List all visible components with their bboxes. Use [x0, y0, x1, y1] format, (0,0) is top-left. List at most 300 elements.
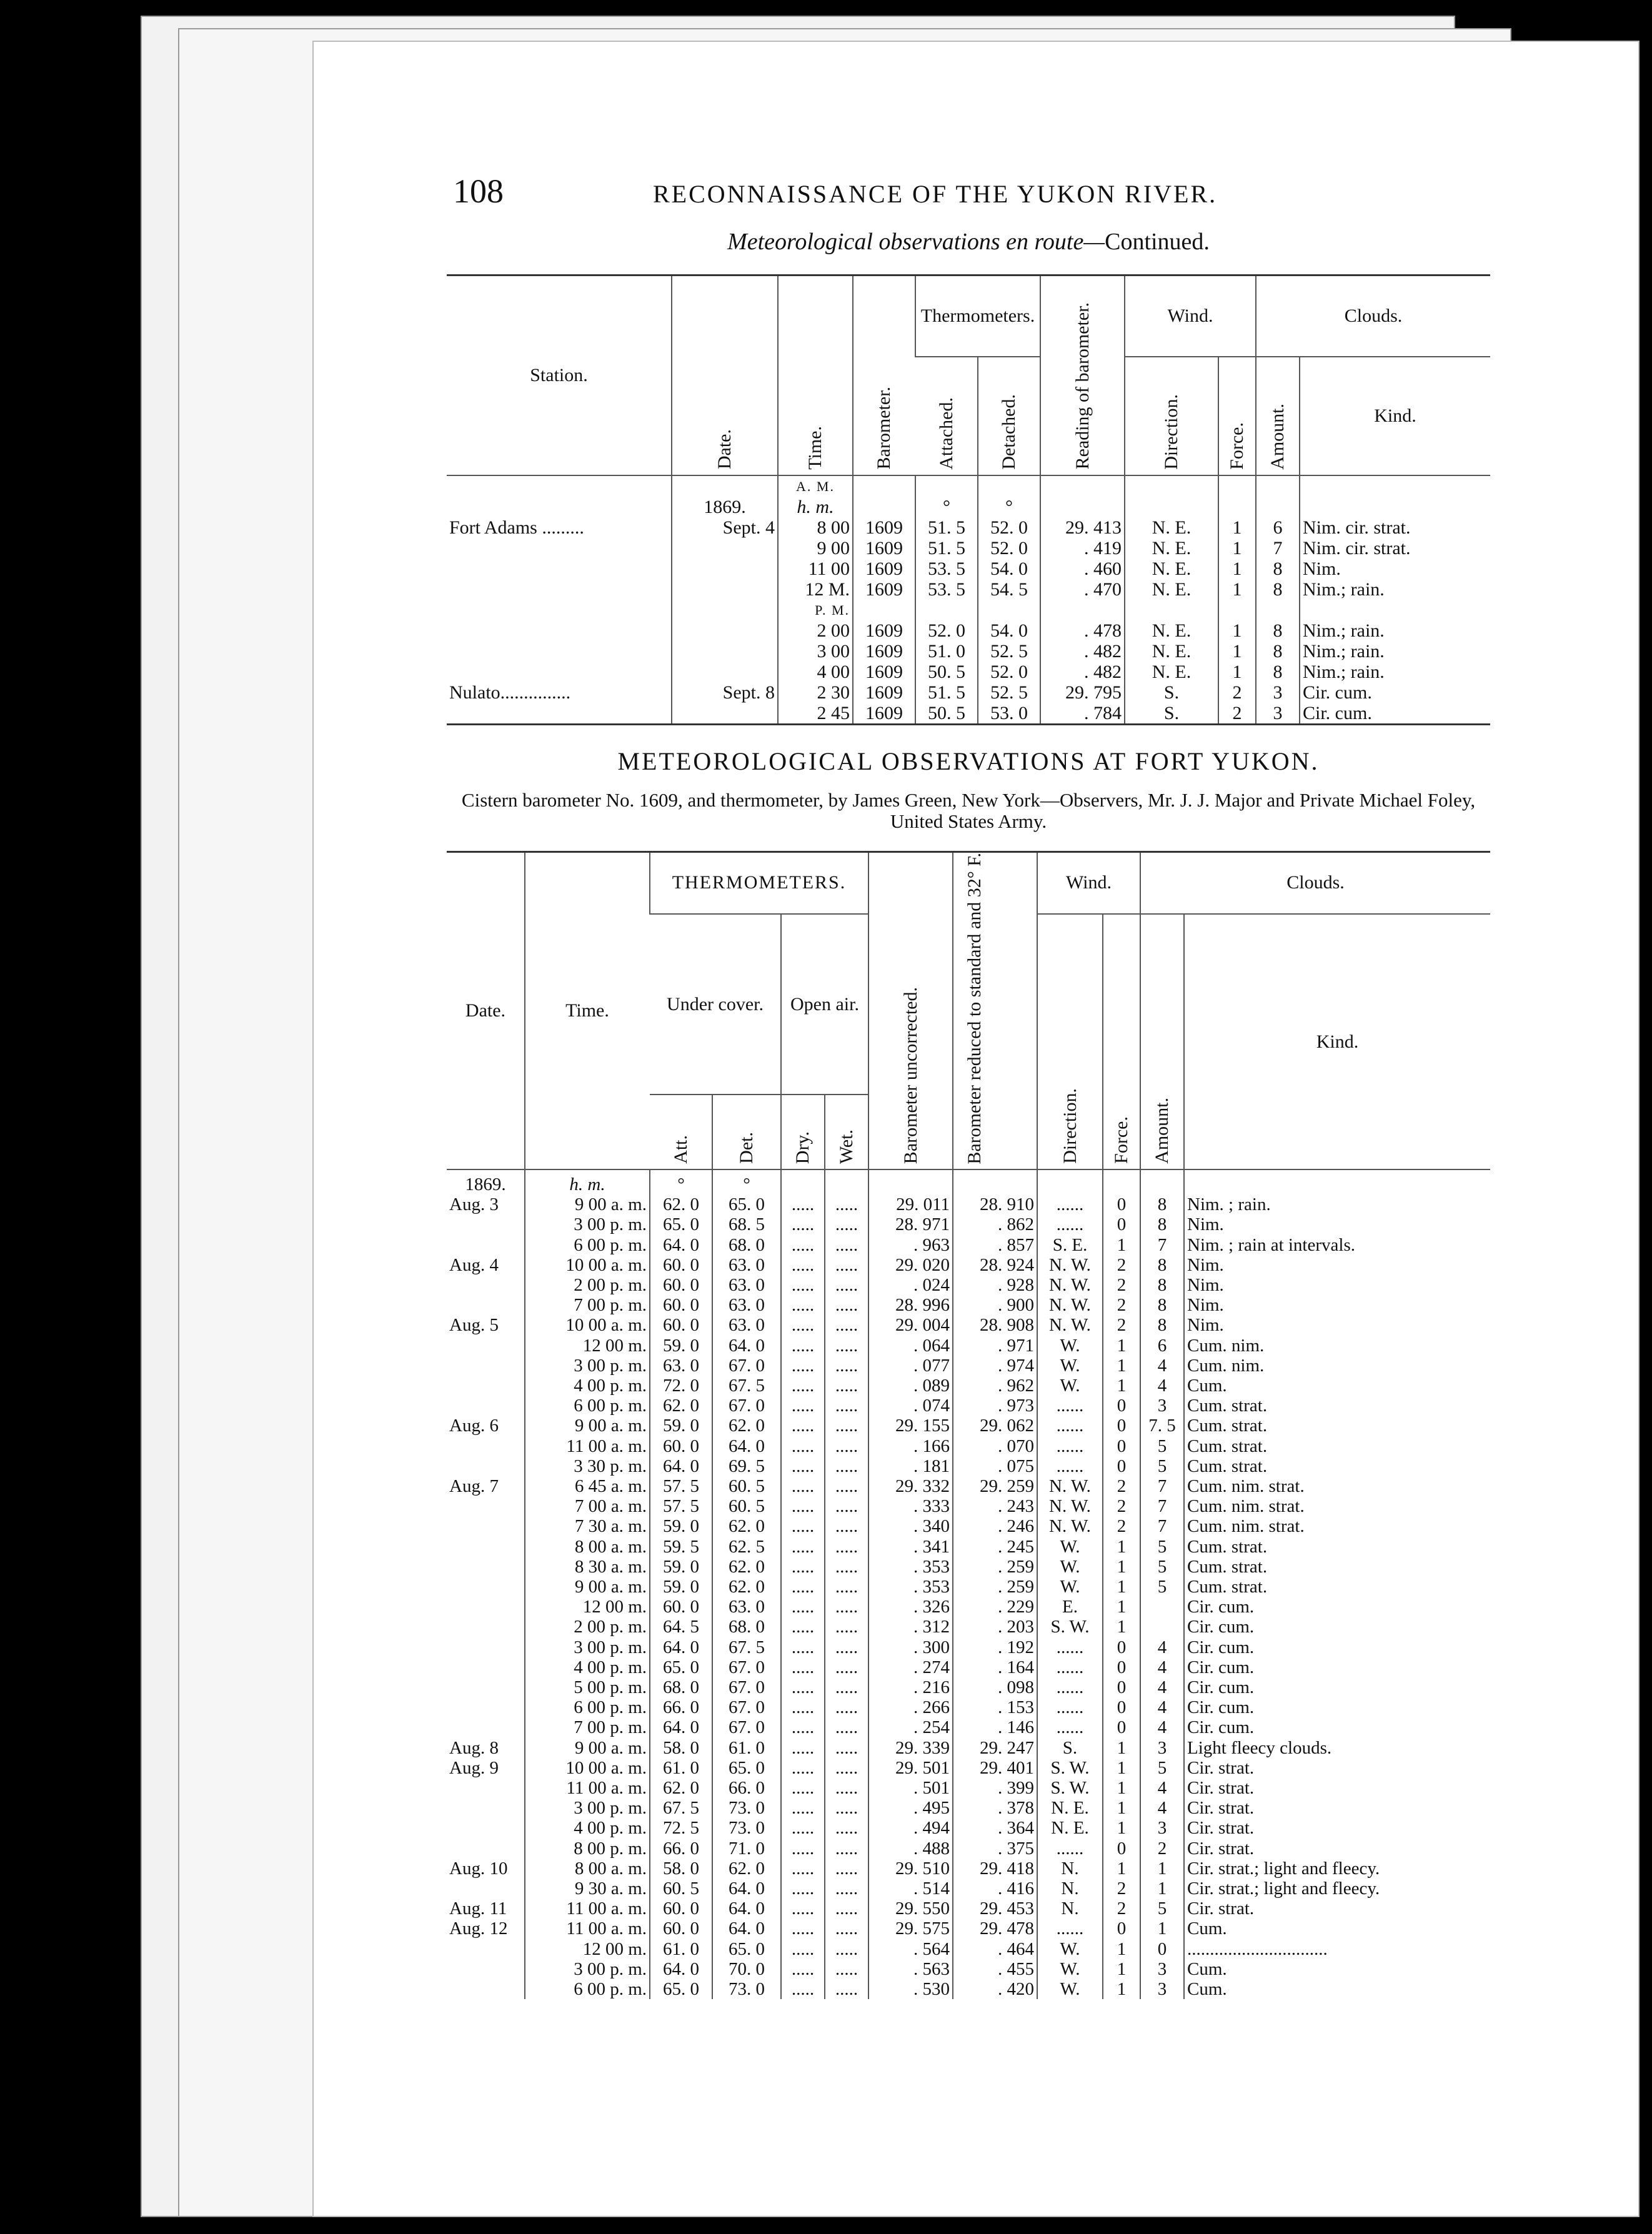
cell-det: 69. 5 [712, 1456, 781, 1476]
cell-dir: N. W. [1037, 1295, 1103, 1315]
table-row [447, 703, 1490, 725]
cell-time: 11 00 a. m. [525, 1436, 650, 1456]
cell-date [447, 1577, 525, 1597]
cell-time: 2 00 [778, 620, 853, 641]
table-row [447, 1677, 1490, 1697]
cell-date [447, 1798, 525, 1818]
table-row [447, 1295, 1490, 1315]
cell-kind: Nim.; rain. [1300, 641, 1490, 662]
col2-baro-unc: Barometer uncorrected. [868, 851, 953, 1169]
cell-wet: ..... [825, 1577, 868, 1597]
cell-dir: S. [1125, 682, 1218, 703]
cell-kind: Cir. cum. [1300, 703, 1490, 725]
cell-date: Aug. 5 [449, 1315, 499, 1336]
cell-date [447, 1879, 525, 1899]
cell-dir: N. E. [1125, 662, 1218, 682]
cell-date [447, 1697, 525, 1717]
cell-det: 67. 5 [712, 1376, 781, 1396]
cell-bu: 29. 011 [868, 1194, 953, 1214]
cell-k: Cir. strat. [1184, 1818, 1490, 1838]
cell-wet: ..... [825, 1597, 868, 1617]
cell-a: 3 [1140, 1818, 1184, 1838]
table-row [447, 1336, 1490, 1356]
cell-dry: ..... [781, 1537, 825, 1557]
cell-br: . 378 [953, 1798, 1037, 1818]
cell-br: . 243 [953, 1496, 1037, 1516]
cell-force: 1 [1218, 558, 1256, 579]
cell-dry: ..... [781, 1697, 825, 1717]
cell-dry: ..... [781, 1577, 825, 1597]
section-title: METEOROLOGICAL OBSERVATIONS AT FORT YUKON. [617, 747, 1320, 775]
cell-att: 60. 0 [650, 1315, 712, 1335]
cell-att: 62. 0 [650, 1194, 712, 1214]
cell-f: 2 [1103, 1476, 1140, 1496]
cell-k: Cum. nim. [1184, 1356, 1490, 1376]
cell-br: . 973 [953, 1396, 1037, 1416]
table-row [447, 1798, 1490, 1818]
cell-br: . 962 [953, 1376, 1037, 1396]
cell-dry: ..... [781, 1818, 825, 1838]
cell-bu: . 530 [868, 1979, 953, 1999]
cell-bu: . 353 [868, 1577, 953, 1597]
cell-det: 67. 0 [712, 1356, 781, 1376]
cell-f: 1 [1103, 1376, 1140, 1396]
cell-wet: ..... [825, 1717, 868, 1737]
cell-f: 0 [1103, 1657, 1140, 1677]
cell-att: 60. 0 [650, 1597, 712, 1617]
cell-dir: ...... [1037, 1396, 1103, 1416]
cell-wet: ..... [825, 1657, 868, 1677]
cell-a: 4 [1140, 1717, 1184, 1737]
cell-det: 54. 0 [978, 558, 1040, 579]
cell-station [447, 600, 672, 620]
cell-wet: ..... [825, 1255, 868, 1275]
cell-dir: S. W. [1037, 1778, 1103, 1798]
cell-f: 1 [1103, 1738, 1140, 1758]
cell-bu: 29. 332 [868, 1476, 953, 1496]
table-row [447, 558, 1490, 579]
cell-f: 0 [1103, 1637, 1140, 1657]
cell-f: 1 [1103, 1597, 1140, 1617]
cell-dry: ..... [781, 1657, 825, 1677]
cell-wet: ..... [825, 1275, 868, 1295]
cell-wet: ..... [825, 1818, 868, 1838]
cell-dir: S. W. [1037, 1758, 1103, 1778]
cell-time: 6 45 a. m. [525, 1476, 650, 1496]
cell-br: 29. 418 [953, 1859, 1037, 1879]
cell-dry: ..... [781, 1778, 825, 1798]
cell-dry: ..... [781, 1356, 825, 1376]
cell-date: Aug. 3 [449, 1194, 499, 1215]
cell-station [447, 620, 672, 641]
cell-dir [1125, 600, 1218, 620]
cell-dry: ..... [781, 1939, 825, 1959]
cell-det: 65. 0 [712, 1939, 781, 1959]
cell-att: 68. 0 [650, 1677, 712, 1697]
cell-dir: W. [1037, 1537, 1103, 1557]
cell-att: 63. 0 [650, 1356, 712, 1376]
cell-k: Cir. cum. [1184, 1617, 1490, 1637]
col-attached: Attached. [915, 357, 978, 475]
cell-att: 66. 0 [650, 1697, 712, 1717]
cell-bu: . 341 [868, 1537, 953, 1557]
cell-det: 62. 5 [712, 1537, 781, 1557]
cell-date: Aug. 9 [449, 1757, 499, 1778]
cell-bu: 29. 510 [868, 1859, 953, 1879]
cell-f: 1 [1103, 1617, 1140, 1637]
cell-a: 5 [1140, 1456, 1184, 1476]
cell-baro: 1609 [853, 579, 915, 600]
cell-bu: 29. 575 [868, 1919, 953, 1939]
table-row [447, 1315, 1490, 1335]
cell-dry: ..... [781, 1516, 825, 1536]
cell-f: 1 [1103, 1356, 1140, 1376]
cell-f: 2 [1103, 1899, 1140, 1919]
cell-bu: 29. 155 [868, 1416, 953, 1436]
cell-a: 8 [1140, 1315, 1184, 1335]
cell-wet: ..... [825, 1376, 868, 1396]
cell-date [672, 641, 778, 662]
cell-time: 4 00 p. m. [525, 1376, 650, 1396]
cell-att: 64. 5 [650, 1617, 712, 1637]
cell-br: . 971 [953, 1336, 1037, 1356]
cell-date [447, 1778, 525, 1798]
cell-bu: . 563 [868, 1959, 953, 1979]
cell-att: 64. 0 [650, 1717, 712, 1737]
cell-date [672, 703, 778, 725]
cell-br: . 857 [953, 1235, 1037, 1255]
cell-dry: ..... [781, 1979, 825, 1999]
cell-time: 12 00 m. [525, 1597, 650, 1617]
cell-f: 0 [1103, 1214, 1140, 1234]
cell-dry: ..... [781, 1839, 825, 1859]
cell-f: 0 [1103, 1697, 1140, 1717]
cell-force: 1 [1218, 538, 1256, 558]
cell-a: 5 [1140, 1537, 1184, 1557]
cell-time: 3 00 [778, 641, 853, 662]
cell-f: 2 [1103, 1516, 1140, 1536]
cell-br: 28. 908 [953, 1315, 1037, 1335]
cell-br: 29. 453 [953, 1899, 1037, 1919]
col2-wind: Wind. [1037, 851, 1140, 914]
cell-bu: . 514 [868, 1879, 953, 1899]
cell-baro: 1609 [853, 620, 915, 641]
cell-wet: ..... [825, 1697, 868, 1717]
cell-att: 61. 0 [650, 1758, 712, 1778]
table-row [447, 1657, 1490, 1677]
table-row [447, 579, 1490, 600]
cell-time: 9 00 a. m. [525, 1738, 650, 1758]
cell-bu: . 064 [868, 1336, 953, 1356]
cell-bu: . 340 [868, 1516, 953, 1536]
cell-station [447, 641, 672, 662]
cell-f: 1 [1103, 1939, 1140, 1959]
cell-k: Cir. cum. [1184, 1677, 1490, 1697]
cell-kind: Nim. cir. strat. [1300, 517, 1490, 538]
cell-bu: . 089 [868, 1376, 953, 1396]
cell-br: 29. 062 [953, 1416, 1037, 1436]
cell-amt: 8 [1256, 620, 1300, 641]
cell-dir: N. W. [1037, 1255, 1103, 1275]
cell-k: Cir. cum. [1184, 1697, 1490, 1717]
cell-dir: N. E. [1125, 538, 1218, 558]
cell-kind [1300, 600, 1490, 620]
fort-yukon-table [447, 851, 1490, 2000]
cell-dir: ...... [1037, 1456, 1103, 1476]
table-row [447, 1376, 1490, 1396]
cell-br: . 203 [953, 1617, 1037, 1637]
cell-det: 63. 0 [712, 1597, 781, 1617]
cell-wet: ..... [825, 1617, 868, 1637]
cell-f: 0 [1103, 1416, 1140, 1436]
cell-date [447, 1336, 525, 1356]
cell-baro [853, 600, 915, 620]
cell-wet: ..... [825, 1798, 868, 1818]
cell-wet: ..... [825, 1939, 868, 1959]
cell-date [447, 1939, 525, 1959]
cell-wet: ..... [825, 1396, 868, 1416]
col2-clouds: Clouds. [1140, 851, 1490, 914]
cell-time: 4 00 p. m. [525, 1657, 650, 1677]
cell-wet: ..... [825, 1214, 868, 1234]
cell-k: Nim. [1184, 1275, 1490, 1295]
table-row [447, 1214, 1490, 1234]
cell-br: . 075 [953, 1456, 1037, 1476]
cell-bu: . 495 [868, 1798, 953, 1818]
cell-det: 65. 0 [712, 1758, 781, 1778]
table-row [447, 517, 1490, 538]
cell-a: 5 [1140, 1577, 1184, 1597]
cell-read: . 482 [1040, 662, 1125, 682]
col-wind: Wind. [1125, 276, 1256, 357]
cell-att: 59. 0 [650, 1416, 712, 1436]
cell-dir: ...... [1037, 1697, 1103, 1717]
running-head: RECONNAISSANCE OF THE YUKON RIVER. [653, 180, 1218, 208]
cell-date [447, 1376, 525, 1396]
cell-att: 65. 0 [650, 1657, 712, 1677]
cell-f: 1 [1103, 1959, 1140, 1979]
cell-f: 1 [1103, 1758, 1140, 1778]
cell-det: 73. 0 [712, 1979, 781, 1999]
cell-att: 72. 0 [650, 1376, 712, 1396]
cell-date [447, 1496, 525, 1516]
cell-time: 6 00 p. m. [525, 1697, 650, 1717]
cell-date: Aug. 8 [449, 1737, 499, 1758]
cell-time: 10 00 a. m. [525, 1758, 650, 1778]
cell-k: Cir. cum. [1184, 1637, 1490, 1657]
cell-wet: ..... [825, 1194, 868, 1214]
col2-time: Time. [525, 851, 650, 1169]
cell-time: 8 30 a. m. [525, 1557, 650, 1577]
cell-k: Nim. ; rain. [1184, 1194, 1490, 1214]
cell-dir: W. [1037, 1979, 1103, 1999]
cell-date [447, 1235, 525, 1255]
cell-dir: ...... [1037, 1194, 1103, 1214]
cell-kind: Cir. cum. [1300, 682, 1490, 703]
cell-br: . 928 [953, 1275, 1037, 1295]
cell-k: Cir. strat.; light and fleecy. [1184, 1859, 1490, 1879]
cell-force: 1 [1218, 579, 1256, 600]
cell-date [447, 1557, 525, 1577]
cell-dir: N. E. [1037, 1798, 1103, 1818]
cell-read: 29. 795 [1040, 682, 1125, 703]
cell-date [447, 1677, 525, 1697]
cell-det: 73. 0 [712, 1798, 781, 1818]
cell-dir: ...... [1037, 1839, 1103, 1859]
cell-att: 72. 5 [650, 1818, 712, 1838]
table-row [447, 1637, 1490, 1657]
cell-dir: ...... [1037, 1919, 1103, 1939]
cell-time: 8 00 a. m. [525, 1859, 650, 1879]
cell-time: 2 45 [778, 703, 853, 725]
cell-det: 64. 0 [712, 1436, 781, 1456]
cell-att: 60. 0 [650, 1899, 712, 1919]
cell-station: Nulato............... [449, 682, 571, 703]
cell-br: . 900 [953, 1295, 1037, 1315]
cell-bu: . 274 [868, 1657, 953, 1677]
cell-date: Sept. 4 [672, 517, 778, 538]
cell-dir: W. [1037, 1577, 1103, 1597]
cell-wet: ..... [825, 1879, 868, 1899]
col-thermometers: Thermometers. [915, 276, 1040, 357]
cell-dry: ..... [781, 1416, 825, 1436]
cell-k: Cum. strat. [1184, 1577, 1490, 1597]
cell-det: 73. 0 [712, 1818, 781, 1838]
cell-date [672, 600, 778, 620]
cell-dry: ..... [781, 1476, 825, 1496]
cell-date: Aug. 6 [449, 1416, 499, 1436]
cell-det: 62. 0 [712, 1859, 781, 1879]
cell-read: . 482 [1040, 641, 1125, 662]
table-row [447, 1255, 1490, 1275]
cell-wet: ..... [825, 1758, 868, 1778]
cell-att: 51. 5 [915, 517, 978, 538]
cell-time: 3 00 p. m. [525, 1214, 650, 1234]
cell-k: Cir. strat. [1184, 1899, 1490, 1919]
col2-amount: Amount. [1140, 914, 1184, 1169]
cell-dir: ...... [1037, 1416, 1103, 1436]
cell-time: 12 M. [778, 579, 853, 600]
cell-dir: W. [1037, 1376, 1103, 1396]
cell-a: 3 [1140, 1979, 1184, 1999]
cell-dry: ..... [781, 1496, 825, 1516]
cell-k: Cir. strat. [1184, 1798, 1490, 1818]
table-row [447, 1597, 1490, 1617]
cell-a: 1 [1140, 1919, 1184, 1939]
col2-wet: Wet. [825, 1095, 868, 1169]
table-row [447, 1557, 1490, 1577]
cell-det: 60. 5 [712, 1476, 781, 1496]
cell-wet: ..... [825, 1356, 868, 1376]
cell-f: 1 [1103, 1537, 1140, 1557]
cell-det: 67. 0 [712, 1677, 781, 1697]
cell-wet: ..... [825, 1778, 868, 1798]
cell-dir: N. E. [1125, 641, 1218, 662]
cell-time: P. M. [778, 600, 853, 620]
cell-det: 52. 5 [978, 682, 1040, 703]
cell-att: 52. 0 [915, 620, 978, 641]
table-row: A. M. [447, 475, 1490, 497]
cell-att: 61. 0 [650, 1939, 712, 1959]
cell-force: 2 [1218, 703, 1256, 725]
col2-thermometers: THERMOMETERS. [650, 851, 868, 914]
cell-date [447, 1356, 525, 1376]
cell-a: 4 [1140, 1778, 1184, 1798]
cell-dir: N. E. [1037, 1818, 1103, 1838]
cell-k: Cir. strat. [1184, 1778, 1490, 1798]
cell-bu: 29. 550 [868, 1899, 953, 1919]
cell-att: 60. 0 [650, 1919, 712, 1939]
table-subtitle [447, 228, 1490, 256]
cell-date [447, 1295, 525, 1315]
cell-att: 59. 0 [650, 1577, 712, 1597]
col-clouds: Clouds. [1256, 276, 1490, 357]
cell-date [672, 662, 778, 682]
cell-date [447, 1617, 525, 1637]
page-number: 108 [453, 172, 504, 210]
cell-br: . 259 [953, 1577, 1037, 1597]
cell-br: . 974 [953, 1356, 1037, 1376]
cell-dir: ...... [1037, 1637, 1103, 1657]
cell-date: Aug. 11 [449, 1899, 507, 1919]
cell-dir: N. [1037, 1879, 1103, 1899]
cell-att: 59. 0 [650, 1336, 712, 1356]
cell-att: 58. 0 [650, 1738, 712, 1758]
cell-date: Aug. 10 [449, 1858, 508, 1879]
cell-wet: ..... [825, 1738, 868, 1758]
cell-wet: ..... [825, 1839, 868, 1859]
cell-date: Sept. 8 [672, 682, 778, 703]
cell-k: Cum. nim. strat. [1184, 1496, 1490, 1516]
cell-bu: . 494 [868, 1818, 953, 1838]
cell-date: Aug. 4 [449, 1254, 499, 1275]
cell-a: 3 [1140, 1396, 1184, 1416]
cell-station [447, 558, 672, 579]
col-station: Station. [447, 276, 672, 475]
cell-att: 64. 0 [650, 1637, 712, 1657]
cell-station [447, 538, 672, 558]
cell-f: 2 [1103, 1295, 1140, 1315]
cell-a: 7. 5 [1140, 1416, 1184, 1436]
cell-wet: ..... [825, 1859, 868, 1879]
cell-dir: ...... [1037, 1214, 1103, 1234]
col2-kind: Kind. [1184, 914, 1490, 1169]
cell-k: Cir. cum. [1184, 1597, 1490, 1617]
cell-dir: S. E. [1037, 1235, 1103, 1255]
cell-k: Cum. [1184, 1959, 1490, 1979]
cell-a: 7 [1140, 1496, 1184, 1516]
cell-time: 11 00 [778, 558, 853, 579]
cell-att: 67. 5 [650, 1798, 712, 1818]
col-date: Date. [672, 276, 778, 475]
cell-a: 8 [1140, 1214, 1184, 1234]
cell-time: 2 30 [778, 682, 853, 703]
cell-k: Nim. [1184, 1295, 1490, 1315]
cell-det: 65. 0 [712, 1194, 781, 1214]
cell-dir: W. [1037, 1356, 1103, 1376]
cell-a: 5 [1140, 1557, 1184, 1577]
cell-time: 6 00 p. m. [525, 1235, 650, 1255]
cell-f: 0 [1103, 1436, 1140, 1456]
cell-date [447, 1818, 525, 1838]
cell-det: 67. 0 [712, 1396, 781, 1416]
cell-time: 4 00 [778, 662, 853, 682]
col2-force: Force. [1103, 914, 1140, 1169]
cell-date [447, 1456, 525, 1476]
cell-bu: . 488 [868, 1839, 953, 1859]
cell-dry: ..... [781, 1677, 825, 1697]
cell-a: 8 [1140, 1255, 1184, 1275]
